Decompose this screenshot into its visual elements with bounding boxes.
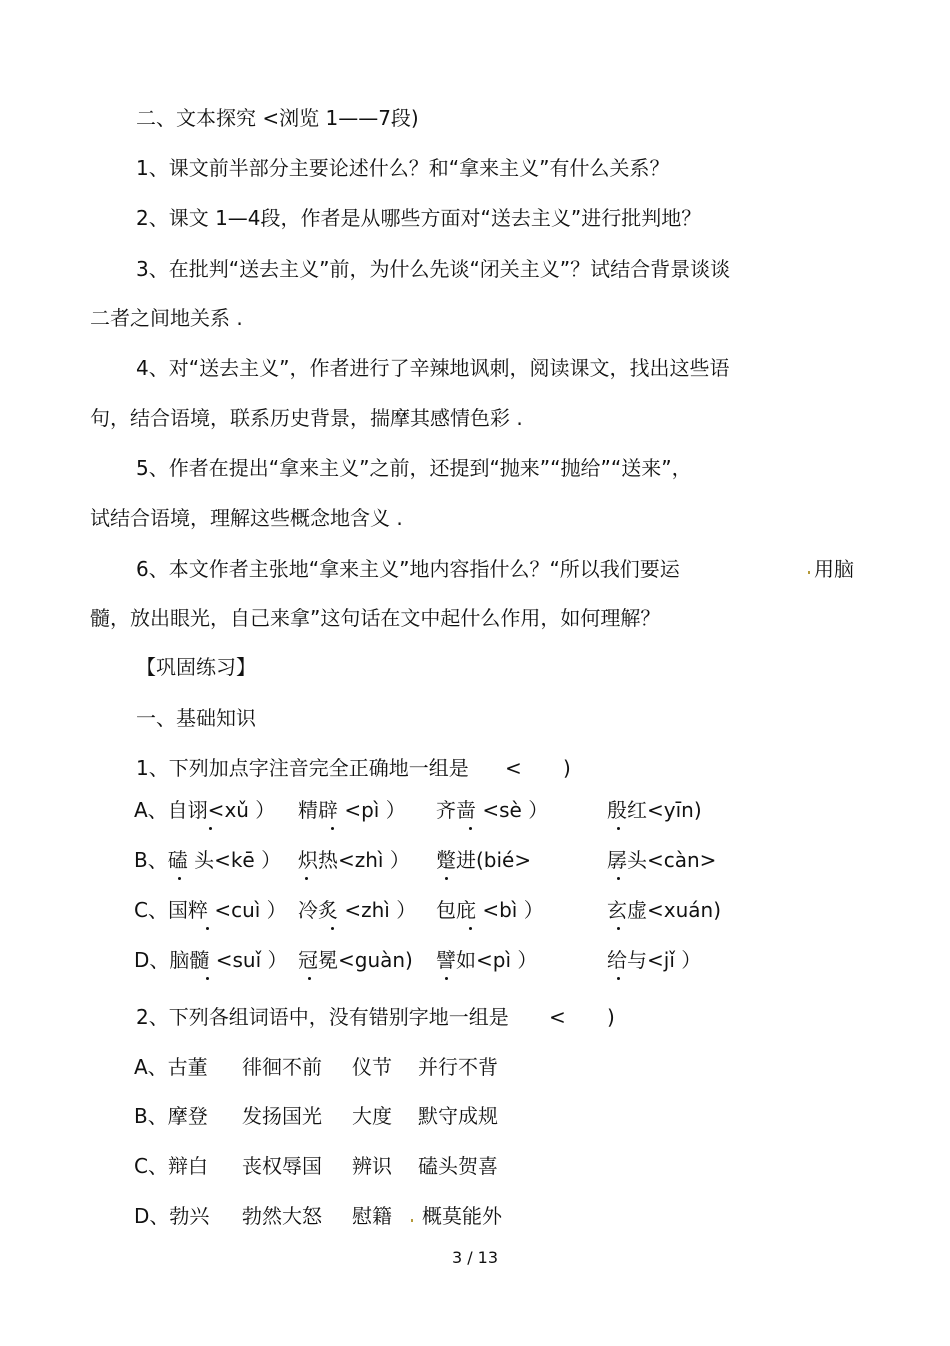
page-number: 3 / 13	[451, 1248, 499, 1267]
mc2-paren-close: )	[607, 1005, 615, 1029]
emphasis-dot	[178, 877, 181, 880]
mc1-a-4: 殷红<yīn)	[607, 798, 702, 822]
emphasis-dot	[331, 827, 334, 830]
practice-title: 【巩固练习】	[136, 655, 256, 679]
mc1-paren-close: )	[563, 756, 571, 780]
emphasis-dot	[308, 977, 311, 980]
mc2-c-2: 丧权辱国	[242, 1154, 322, 1178]
emphasis-dot	[445, 977, 448, 980]
emphasis-dot	[206, 977, 209, 980]
mc2-c-3: 辨识	[352, 1154, 392, 1178]
emphasis-dot	[617, 927, 620, 930]
question-5-line-2: 试结合语境，理解这些概念地含义 .	[90, 506, 403, 530]
question-5-line-1: 5、作者在提出“拿来主义”之前，还提到“抛来”“抛给”“送来”，	[136, 456, 692, 480]
question-3-line-1: 3、在批判“送去主义”前，为什么先谈“闭关主义”？试结合背景谈谈	[136, 257, 731, 281]
mc2-b-1: B、摩登	[134, 1104, 208, 1128]
mc2-d-2: 勃然大怒	[242, 1204, 322, 1228]
question-2: 2、课文 1—4段，作者是从哪些方面对“送去主义”进行批判地？	[136, 206, 702, 230]
question-4-line-1: 4、对“送去主义”，作者进行了辛辣地讽刺，阅读课文，找出这些语	[136, 356, 730, 380]
emphasis-dot	[469, 927, 472, 930]
mc2-c-1: C、辩白	[134, 1154, 208, 1178]
mc1-c-2: 冷炙 <zhì ）	[298, 898, 417, 922]
mc1-b-3: 蹩进(bié>	[436, 848, 532, 872]
mc1-c-4: 玄虚<xuán)	[607, 898, 722, 922]
basics-heading: 一、基础知识	[136, 706, 256, 730]
mc2-d-4: 概莫能外	[422, 1204, 502, 1228]
emphasis-dot	[209, 827, 212, 830]
mc1-b-4: 孱头<càn>	[607, 848, 717, 872]
question-3-line-2: 二者之间地关系 .	[90, 306, 243, 330]
mc2-a-3: 仪节	[352, 1055, 392, 1079]
mc2-a-1: A、古董	[134, 1055, 208, 1079]
question-6-line-1: 6、本文作者主张地“拿来主义”地内容指什么？“所以我们要运	[136, 557, 680, 581]
emphasis-dot	[617, 827, 620, 830]
mc2-c-4: 磕头贺喜	[418, 1154, 498, 1178]
emphasis-dot	[617, 977, 620, 980]
mc1-d-4: 给与<jǐ ）	[607, 948, 702, 972]
mc1-a-1: A、自诩<xǔ ）	[134, 798, 276, 822]
emphasis-dot	[469, 827, 472, 830]
emphasis-dot	[305, 877, 308, 880]
emphasis-dot	[445, 877, 448, 880]
mc2-stem: 2、下列各组词语中，没有错别字地一组是	[136, 1005, 509, 1029]
mc1-d-2: 冠冕<guàn)	[298, 948, 413, 972]
emphasis-dot	[331, 927, 334, 930]
mc2-d-3: 慰籍	[352, 1204, 392, 1228]
mc2-b-3: 大度	[352, 1104, 392, 1128]
mc2-d-1: D、勃兴	[134, 1204, 210, 1228]
mc1-d-1: D、脑髓 <suǐ ）	[134, 948, 288, 972]
mc1-a-3: 齐啬 <sè ）	[436, 798, 549, 822]
mc1-c-3: 包庇 <bì ）	[436, 898, 544, 922]
mc1-b-2: 炽热<zhì ）	[298, 848, 410, 872]
scan-speck	[411, 1219, 413, 1222]
mc2-b-2: 发扬国光	[242, 1104, 322, 1128]
mc1-d-3: 譬如<pì ）	[436, 948, 538, 972]
mc2-a-4: 并行不背	[418, 1055, 498, 1079]
emphasis-dot	[617, 877, 620, 880]
section-heading: 二、文本探究 <浏览 1——7段)	[136, 106, 419, 130]
question-4-line-2: 句，结合语境，联系历史背景，揣摩其感情色彩 .	[90, 406, 523, 430]
mc2-b-4: 默守成规	[418, 1104, 498, 1128]
question-6-line-1-end: 用脑	[814, 557, 854, 581]
mc1-a-2: 精辟 <pì ）	[298, 798, 406, 822]
mc1-paren-open: <	[505, 756, 522, 780]
question-6-line-2: 髓，放出眼光，自己来拿”这句话在文中起什么作用，如何理解？	[90, 606, 661, 630]
mc1-b-1: B、磕 头<kē ）	[134, 848, 282, 872]
mc1-stem: 1、下列加点字注音完全正确地一组是	[136, 756, 469, 780]
mc1-c-1: C、国粹 <cuì ）	[134, 898, 287, 922]
emphasis-dot	[206, 927, 209, 930]
question-1: 1、课文前半部分主要论述什么？和“拿来主义”有什么关系？	[136, 156, 670, 180]
mc2-paren-open: <	[549, 1005, 566, 1029]
scan-speck	[808, 571, 810, 574]
mc2-a-2: 徘徊不前	[242, 1055, 322, 1079]
